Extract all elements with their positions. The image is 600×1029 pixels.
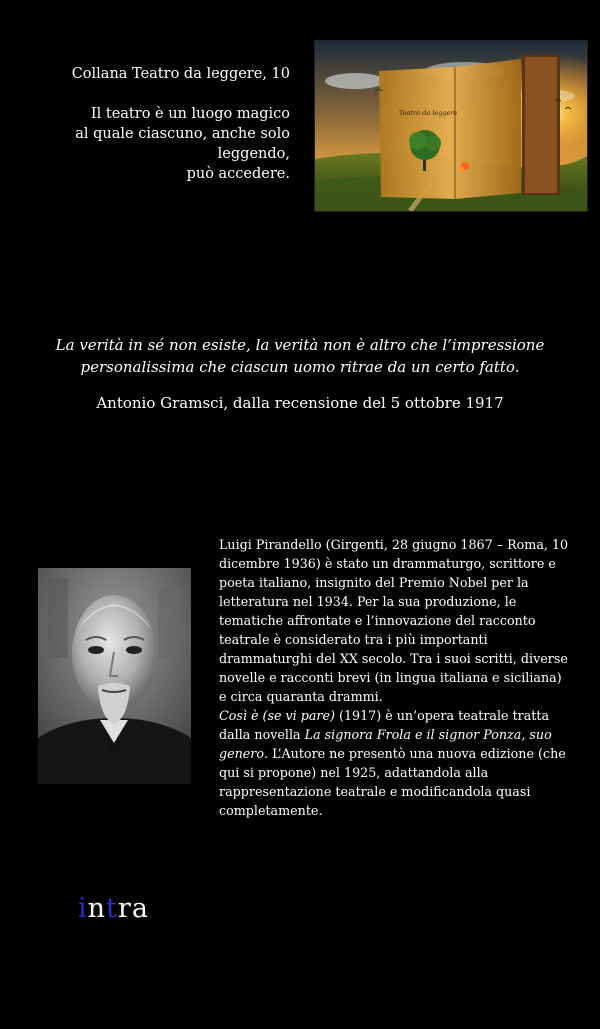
logo-letter: r <box>117 893 132 924</box>
series-title: Collana Teatro da leggere, 10 <box>71 66 290 82</box>
open-book-landscape-image <box>315 41 587 211</box>
tagline-line: può accedere. <box>186 166 290 182</box>
tagline-line: Il teatro è un luogo magico <box>90 106 290 122</box>
series-info <box>0 64 290 184</box>
bio-paragraph: Luigi Pirandello (Girgenti, 28 giugno 1867 – Roma, 10 dicembre 1936) è stato un drammaturgo, scrittore e poeta italiano, insignito del Premio Nobel per la letteratura nel 1934. Per la sua produzione, le tematiche affrontate e l’innovazione del racconto teatrale è considerato tra i più importanti drammaturghi del XX secolo. Tra i suoi scritti, diverse novelle e racconti brevi (in lingua italiana e siciliana) e circa quaranta drammi. <box>219 537 569 704</box>
tagline-line: al quale ciascuno, anche solo leggendo, <box>75 126 290 162</box>
quote-source: Antonio Gramsci, dalla recensione del 5 ottobre 1917 <box>96 394 504 412</box>
logo-letter: a <box>131 893 149 924</box>
logo-letter: n <box>87 893 107 924</box>
work-text: . L’Autore ne presentò una nuova edizione (che qui si propone) nel 1925, adattandola alla rappresentazione teatrale e modificandola quasi completamente. <box>219 746 566 818</box>
author-biography <box>219 535 569 820</box>
book-title-text: Teatro da leggere <box>399 109 458 117</box>
logo-letter: i <box>78 893 88 924</box>
novella-title: La signora Frola e il signor Ponza, suo genero <box>219 727 552 761</box>
intra-logo <box>78 893 149 924</box>
logo-letter: t <box>106 893 118 924</box>
work-title: Così è (se vi pare) <box>219 708 335 723</box>
quote-text: La verità in sé non esiste, la verità non è altro che l’impressione personalissima che ciascun uomo ritrae da un certo fatto. <box>55 336 545 376</box>
author-portrait <box>38 568 191 784</box>
cover-illustration <box>314 40 588 212</box>
quote-block <box>30 334 570 414</box>
work-description <box>219 706 569 820</box>
pirandello-photo <box>38 568 191 784</box>
work-text: (1917) è un’opera teatrale tratta dalla novella <box>219 708 550 742</box>
